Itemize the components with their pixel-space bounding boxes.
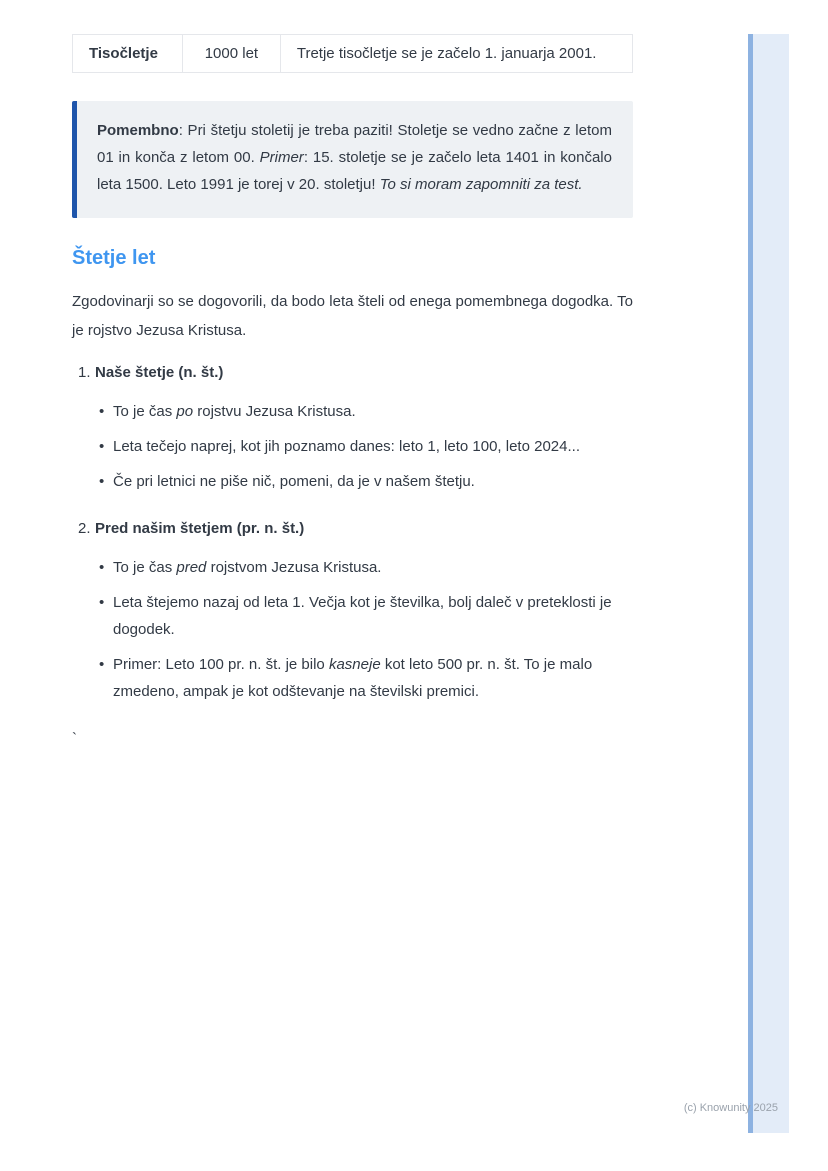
bullet-item: [113, 433, 633, 460]
table-cell: 1000 let: [182, 35, 280, 73]
text-segment: Primer: [259, 149, 304, 166]
text-segment: : Pri štetju stoletij je treba paziti! Stoletje se vedno začne z letom 01 in konča z letom 00.: [97, 122, 612, 166]
text-segment: kasneje: [328, 656, 381, 673]
text-segment: kot leto 500 pr. n. št. To je malo zmedeno, ampak je kot odštevanje na številski premici.: [113, 656, 593, 700]
stray-character: `: [72, 730, 77, 747]
text-segment: Leta štejemo nazaj od leta 1. Večja kot je številka, bolj daleč v preteklosti je dogodek.: [113, 594, 612, 638]
text-segment: : 15. stoletje se je začelo leta 1401 in končalo leta 1500. Leto 1991 je torej v 20. stoletju!: [97, 149, 612, 193]
document-content: [72, 0, 633, 752]
text-segment: Če pri letnici ne piše nič, pomeni, da je v našem štetju.: [113, 473, 475, 490]
text-segment: Primer: Leto 100 pr. n. št. je bilo: [113, 656, 329, 673]
numbered-item-marker: 1.: [78, 364, 91, 381]
page-edge-strip: [748, 34, 753, 1133]
bullet-list: [95, 554, 633, 705]
numbered-item-title: Naše štetje (n. št.): [95, 364, 224, 381]
numbered-list: [72, 359, 633, 705]
bullet-item: [113, 468, 633, 495]
important-callout: [72, 101, 633, 218]
numbered-item: [78, 515, 633, 705]
intro-paragraph: Zgodovinarji so se dogovorili, da bodo leta šteli od enega pomembnega dogodka. To je rojstvo Jezusa Kristusa.: [72, 293, 633, 339]
page-edge-bar: [748, 34, 789, 1133]
numbered-item: [78, 359, 633, 495]
table-row: [73, 35, 633, 73]
bullet-item: [113, 398, 633, 425]
definition-table: [72, 34, 633, 73]
table-cell: Tisočletje: [73, 35, 183, 73]
text-segment: rojstvu Jezusa Kristusa.: [193, 403, 356, 420]
callout-text: [97, 117, 612, 198]
bullet-list: [95, 398, 633, 495]
text-segment: Leta tečejo naprej, kot jih poznamo danes: leto 1, leto 100, leto 2024...: [113, 438, 580, 455]
bullet-item: [113, 554, 633, 581]
text-segment: To si moram zapomniti za test.: [379, 176, 583, 193]
copyright-footer: (c) Knowunity 2025: [683, 1102, 778, 1114]
numbered-item-marker: 2.: [78, 520, 91, 537]
text-segment: To je čas: [113, 403, 177, 420]
table-cell: Tretje tisočletje se je začelo 1. januarja 2001.: [280, 35, 632, 73]
numbered-item-title: Pred našim štetjem (pr. n. št.): [95, 520, 305, 537]
bullet-item: [113, 651, 633, 705]
bullet-item: [113, 589, 633, 643]
section-heading: Štetje let: [72, 247, 156, 269]
text-segment: To je čas: [113, 559, 177, 576]
text-segment: Pomembno: [97, 122, 179, 139]
text-segment: pred: [176, 559, 207, 576]
text-segment: po: [176, 403, 194, 420]
text-segment: rojstvom Jezusa Kristusa.: [206, 559, 382, 576]
